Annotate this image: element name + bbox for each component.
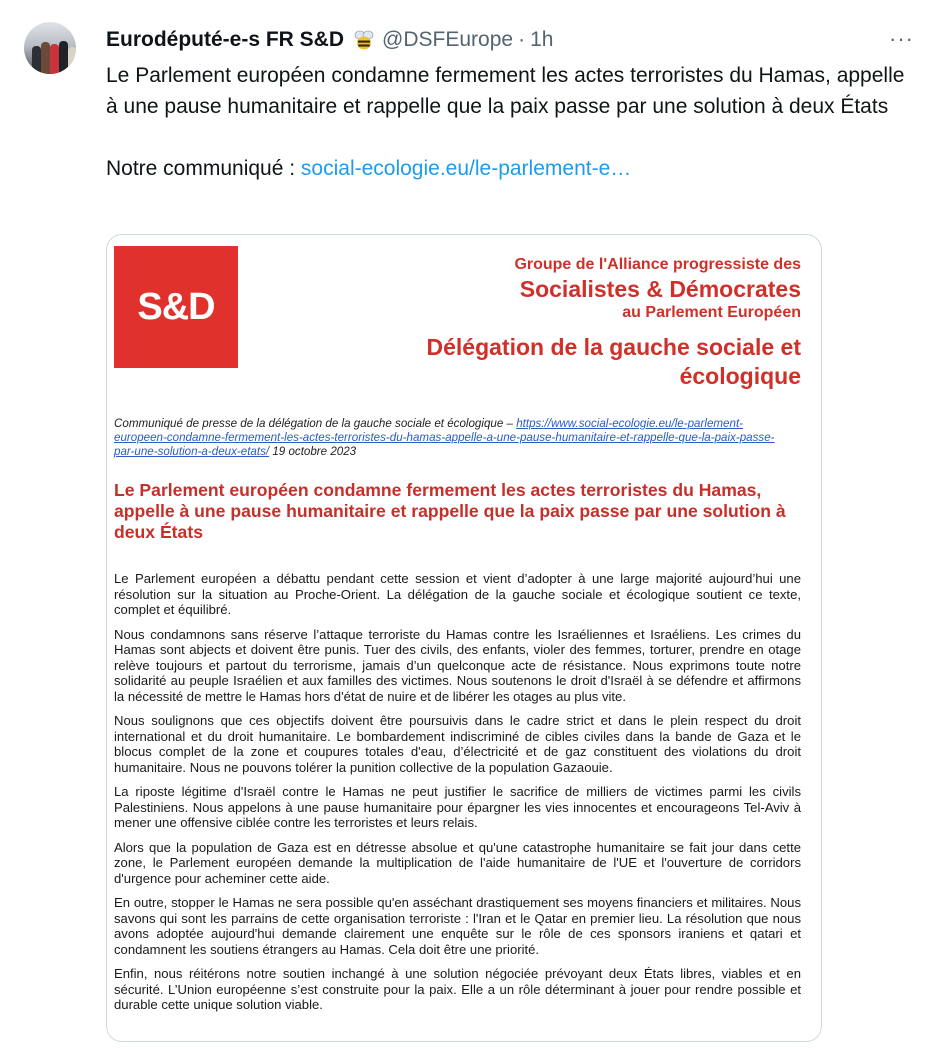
tweet-header	[106, 26, 914, 54]
sd-logo: S&D	[114, 246, 238, 368]
delegation-line-1: Délégation de la gauche sociale et	[426, 334, 801, 360]
body-paragraph: Enfin, nous réitérons notre soutien inchangé à une solution négociée prévoyant deux États libres, viables et en sécurité. L’Union européenne s’est construite pour la paix. Elle a un rôle déterminant à jouer pour rendre possible et durable cette unique solution viable.	[114, 966, 801, 1012]
document-title: Le Parlement européen condamne fermement les actes terroristes du Hamas, appelle à une pause humanitaire et rappelle que la paix passe par une solution à deux États	[114, 480, 786, 542]
document-body	[114, 571, 801, 1022]
org-header	[426, 255, 801, 391]
attached-image[interactable]	[106, 234, 822, 1042]
tweet-link[interactable]: social-ecologie.eu/le-parlement-e…	[300, 157, 632, 180]
body-paragraph: En outre, stopper le Hamas ne sera possible qu'en asséchant drastiquement ses moyens financiers et militaires. Nous savons qui sont les parrains de cette organisation terroriste : l'Iran et le Qatar en premier lieu. La résolution que nous avons adoptée aujourd'hui demande clairement une enquête sur le rôle de ces sponsors iraniens et qatari et condamnent les soutiens étrangers au Hamas. Cela doit être une priorité.	[114, 895, 801, 957]
tweet-text-main: Le Parlement européen condamne fermement les actes terroristes du Hamas, appelle à une pause humanitaire et rappelle que la paix passe par une solution à deux États	[106, 64, 905, 118]
body-paragraph: La riposte légitime d'Israël contre le Hamas ne peut justifier le sacrifice de milliers de victimes parmi les civils Palestiniens. Nous appelons à une pause humanitaire pour épargner les vies innocentes et encourageons Tel-Aviv à mener une offensive ciblée contre les terroristes et leurs relais.	[114, 784, 801, 830]
delegation-title	[426, 333, 801, 391]
bee-icon	[352, 28, 376, 52]
body-paragraph: Le Parlement européen a débattu pendant cette session et vient d’adopter à une large majorité aujourd’hui une résolution sur la situation au Proche-Orient. La délégation de la gauche sociale et écologique soutient ce texte, complet et équilibré.	[114, 571, 801, 617]
author-avatar[interactable]	[24, 22, 76, 74]
press-intro-text: Communiqué de presse de la délégation de la gauche sociale et écologique –	[114, 417, 517, 430]
tweet-text-prefix: Notre communiqué :	[106, 157, 301, 180]
org-line-1: Groupe de l'Alliance progressiste des	[514, 256, 801, 273]
press-release-intro	[114, 417, 775, 459]
org-line-2: Socialistes & Démocrates	[519, 276, 801, 302]
author-handle[interactable]: @DSFEurope	[382, 28, 514, 51]
tweet-timestamp[interactable]: 1h	[530, 28, 554, 51]
tweet-text	[106, 60, 916, 184]
body-paragraph: Alors que la population de Gaza est en détresse absolue et qu'une catastrophe humanitaire se fait jour dans cette zone, le Parlement européen demande la multiplication de l'aide humanitaire de l'UE et l'ouverture de corridors d'urgence pour acheminer cette aide.	[114, 839, 801, 886]
body-paragraph: Nous condamnons sans réserve l’attaque terroriste du Hamas contre les Israéliennes et Israéliens. Les crimes du Hamas sont abjects et doivent être punis. Tuer des civils, des enfants, violer des femmes, torturer, prendre en otage relève toujours et partout du terrorisme, jamais d’un quelconque acte de résistance. Nous exprimons toute notre solidarité au peuple Israélien et aux familles des victimes. Nous soutenons le droit d'Israël à se défendre et affirmons la nécessité de mettre le Hamas hors d'état de nuire et de libérer les otages au plus vite.	[114, 626, 801, 704]
body-paragraph: Nous soulignons que ces objectifs doivent être poursuivis dans le cadre strict et dans le plein respect du droit international et du droit humanitaire. Le bombardement indiscriminé de cibles civiles dans la bande de Gaza et le blocus complet de la zone et coupures totales d'eau, d’électricité et de gaz constituent des violations du droit humanitaire. Nous ne pouvons tolérer la punition collective de la population Gazaouie.	[114, 713, 801, 775]
author-name[interactable]: Eurodéputé-e-s FR S&D	[106, 28, 345, 51]
separator-dot: ·	[518, 28, 526, 51]
tweet-text-link-line	[106, 153, 916, 184]
org-line-3: au Parlement Européen	[622, 304, 801, 321]
press-url: https://www.social-ecologie.eu/le-parlement-europeen-condamne-fermement-les-actes-terroristes-du-hamas-appelle-a-une-pause-humanitaire-et-rappelle-que-la-paix-passe-par-une-solution-a-deux-etats/	[114, 417, 775, 458]
more-options-icon[interactable]: ···	[889, 26, 914, 51]
press-date: 19 octobre 2023	[269, 445, 357, 458]
delegation-line-2: écologique	[679, 363, 801, 389]
